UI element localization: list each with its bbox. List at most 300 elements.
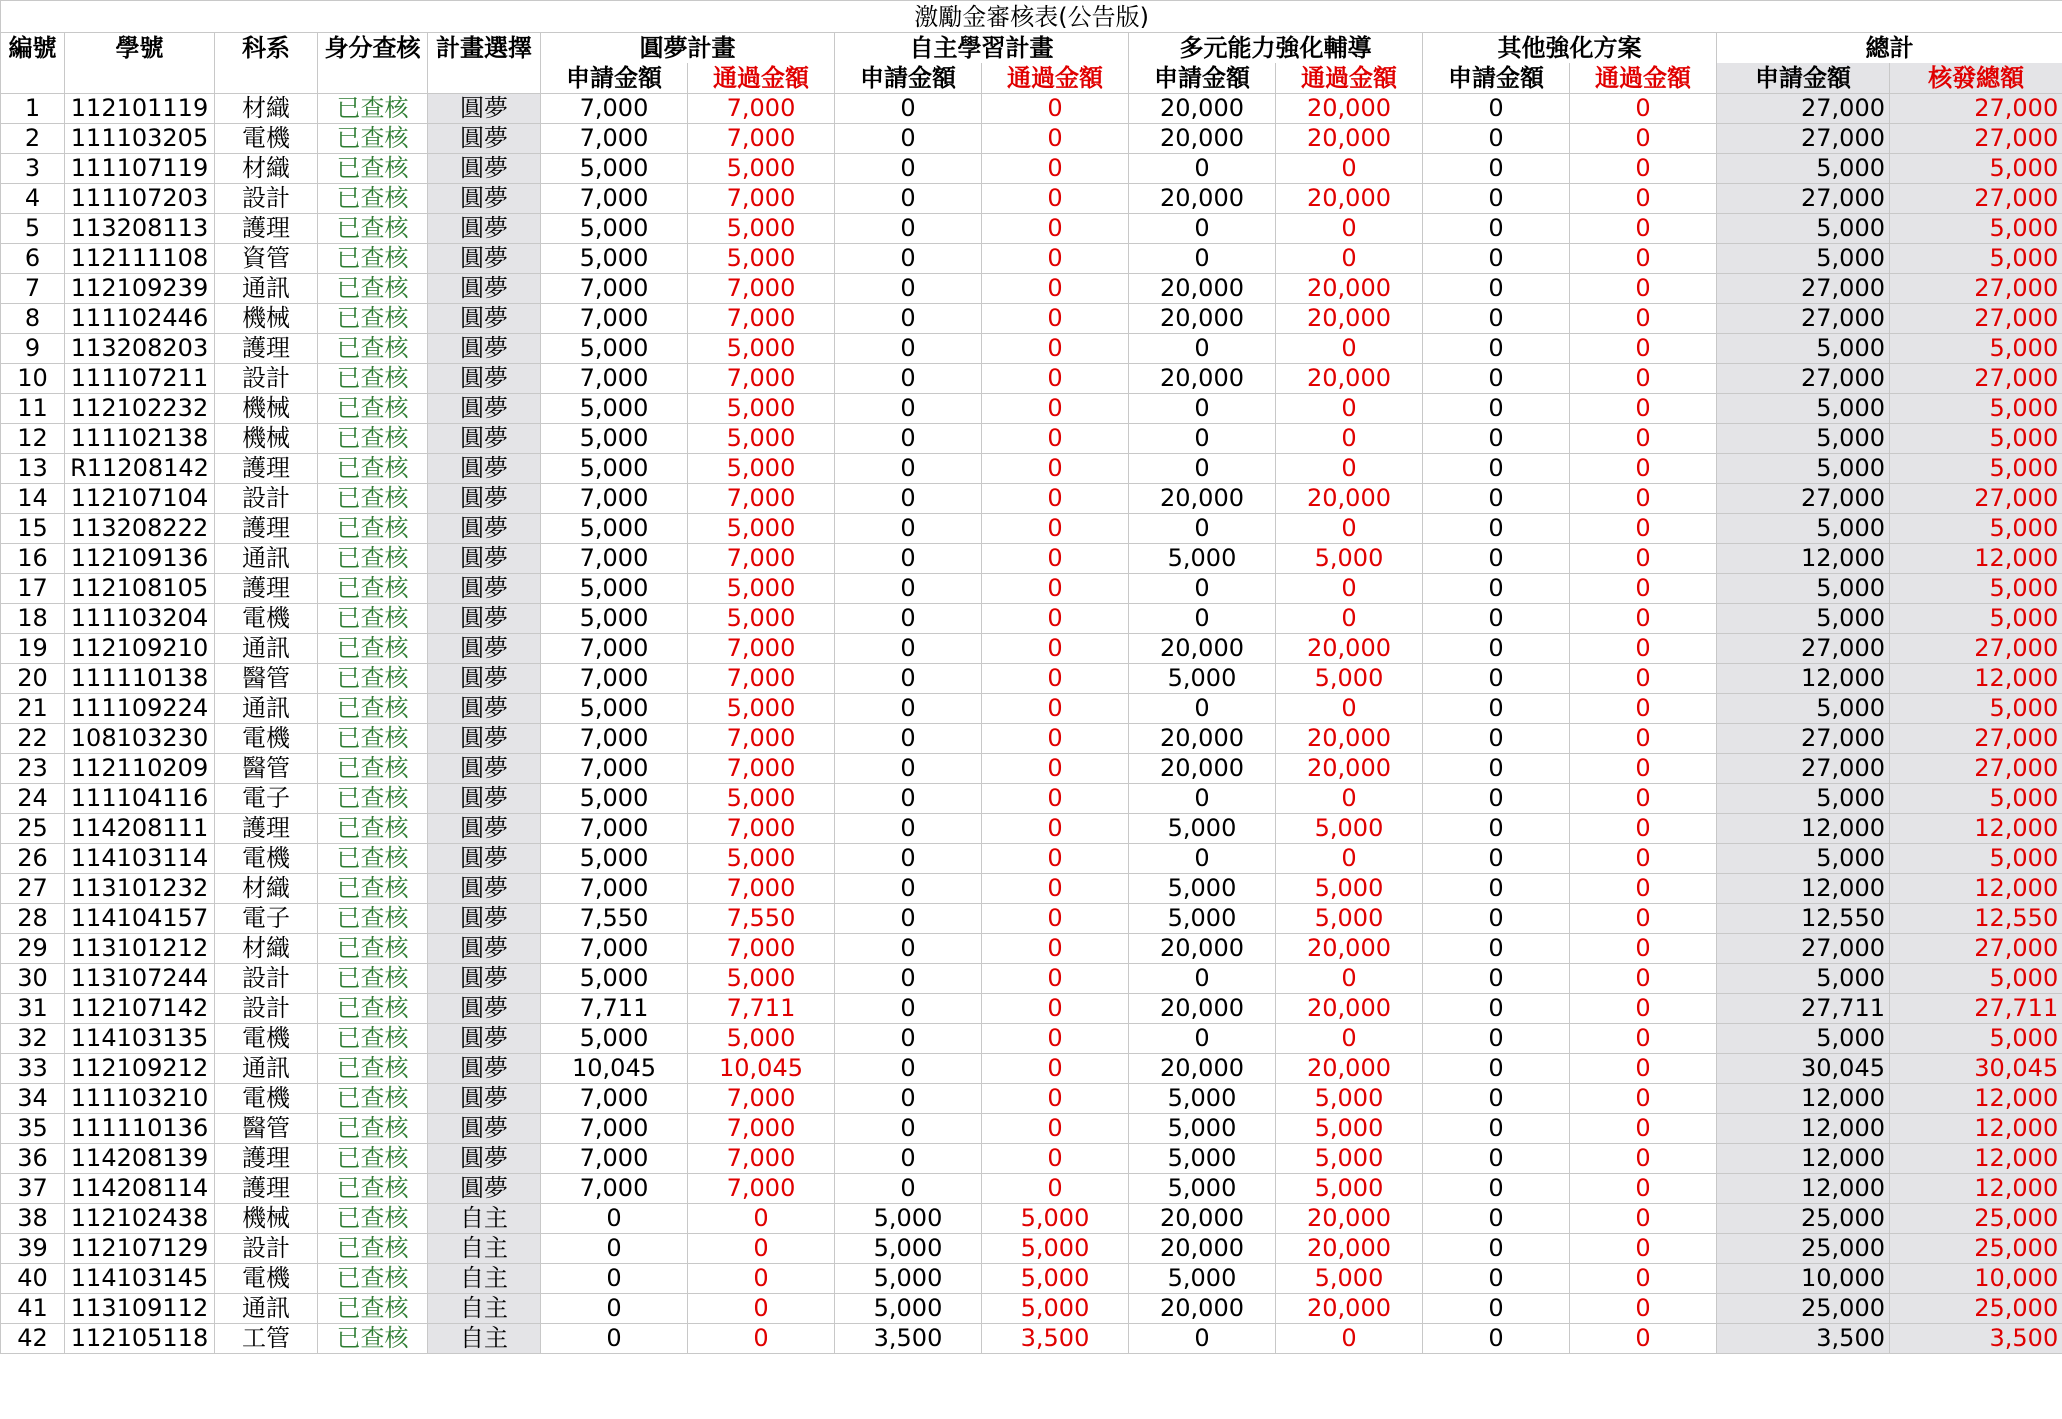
cell-dream-approved: 7,000	[688, 1174, 835, 1204]
cell-other-apply: 0	[1423, 364, 1570, 394]
cell-self-approved: 0	[982, 244, 1129, 274]
cell-self-apply: 0	[835, 304, 982, 334]
cell-total-issued: 10,000	[1890, 1264, 2062, 1294]
cell-total-issued: 5,000	[1890, 844, 2062, 874]
table-row	[1, 304, 2062, 334]
cell-self-apply: 3,500	[835, 1324, 982, 1354]
cell-dream-apply: 5,000	[541, 244, 688, 274]
cell-multi-approved: 20,000	[1276, 364, 1423, 394]
cell-dream-apply: 7,000	[541, 274, 688, 304]
cell-identity-check: 已查核	[318, 784, 428, 814]
cell-self-approved: 0	[982, 904, 1129, 934]
cell-other-approved: 0	[1570, 514, 1717, 544]
cell-plan-choice: 圓夢	[428, 904, 541, 934]
cell-plan-choice: 圓夢	[428, 964, 541, 994]
cell-plan-choice: 圓夢	[428, 334, 541, 364]
cell-multi-approved: 20,000	[1276, 634, 1423, 664]
table-row	[1, 1324, 2062, 1354]
cell-identity-check: 已查核	[318, 244, 428, 274]
cell-dream-apply: 7,000	[541, 544, 688, 574]
cell-dream-apply: 0	[541, 1204, 688, 1234]
cell-no: 24	[1, 784, 65, 814]
cell-student-id: 111103210	[65, 1084, 215, 1114]
cell-other-apply: 0	[1423, 334, 1570, 364]
cell-total-issued: 27,711	[1890, 994, 2062, 1024]
cell-student-id: 112108105	[65, 574, 215, 604]
cell-plan-choice: 圓夢	[428, 214, 541, 244]
cell-other-approved: 0	[1570, 994, 1717, 1024]
cell-identity-check: 已查核	[318, 964, 428, 994]
cell-multi-apply: 0	[1129, 454, 1276, 484]
cell-total-issued: 12,000	[1890, 544, 2062, 574]
table-row	[1, 904, 2062, 934]
cell-other-approved: 0	[1570, 274, 1717, 304]
cell-dream-apply: 7,000	[541, 484, 688, 514]
cell-dream-approved: 0	[688, 1204, 835, 1234]
cell-self-approved: 0	[982, 604, 1129, 634]
cell-self-approved: 0	[982, 334, 1129, 364]
cell-dept: 電子	[215, 784, 318, 814]
cell-other-apply: 0	[1423, 694, 1570, 724]
cell-dream-approved: 5,000	[688, 424, 835, 454]
cell-multi-approved: 5,000	[1276, 1084, 1423, 1114]
cell-dept: 通訊	[215, 694, 318, 724]
cell-multi-apply: 0	[1129, 154, 1276, 184]
cell-self-approved: 0	[982, 784, 1129, 814]
cell-student-id: 111102138	[65, 424, 215, 454]
cell-dream-approved: 7,711	[688, 994, 835, 1024]
cell-no: 32	[1, 1024, 65, 1054]
cell-dream-approved: 7,000	[688, 1144, 835, 1174]
cell-multi-approved: 20,000	[1276, 934, 1423, 964]
cell-dept: 通訊	[215, 1054, 318, 1084]
cell-multi-approved: 20,000	[1276, 274, 1423, 304]
header-approved-amount: 通過金額	[1570, 63, 1717, 94]
cell-plan-choice: 圓夢	[428, 274, 541, 304]
cell-student-id: 112109212	[65, 1054, 215, 1084]
cell-student-id: 112109210	[65, 634, 215, 664]
cell-no: 10	[1, 364, 65, 394]
cell-total-issued: 27,000	[1890, 934, 2062, 964]
cell-identity-check: 已查核	[318, 844, 428, 874]
cell-dream-apply: 7,000	[541, 1084, 688, 1114]
cell-student-id: 114103145	[65, 1264, 215, 1294]
cell-dream-approved: 7,000	[688, 934, 835, 964]
cell-multi-approved: 20,000	[1276, 184, 1423, 214]
cell-self-approved: 0	[982, 964, 1129, 994]
cell-dream-apply: 0	[541, 1294, 688, 1324]
table-row	[1, 784, 2062, 814]
cell-self-apply: 0	[835, 844, 982, 874]
cell-dream-apply: 7,000	[541, 814, 688, 844]
table-row	[1, 544, 2062, 574]
cell-multi-approved: 5,000	[1276, 1114, 1423, 1144]
cell-plan-choice: 圓夢	[428, 394, 541, 424]
cell-self-apply: 5,000	[835, 1204, 982, 1234]
table-row	[1, 934, 2062, 964]
cell-student-id: 111104116	[65, 784, 215, 814]
cell-other-approved: 0	[1570, 394, 1717, 424]
cell-self-apply: 0	[835, 244, 982, 274]
table-row	[1, 664, 2062, 694]
cell-multi-approved: 5,000	[1276, 904, 1423, 934]
cell-identity-check: 已查核	[318, 1204, 428, 1234]
cell-other-apply: 0	[1423, 874, 1570, 904]
table-row	[1, 874, 2062, 904]
cell-other-apply: 0	[1423, 784, 1570, 814]
cell-total-issued: 5,000	[1890, 424, 2062, 454]
cell-multi-approved: 20,000	[1276, 304, 1423, 334]
cell-dream-approved: 5,000	[688, 694, 835, 724]
cell-identity-check: 已查核	[318, 754, 428, 784]
cell-identity-check: 已查核	[318, 934, 428, 964]
cell-identity-check: 已查核	[318, 454, 428, 484]
cell-self-apply: 0	[835, 454, 982, 484]
cell-self-apply: 5,000	[835, 1294, 982, 1324]
cell-student-id: 111109224	[65, 694, 215, 724]
cell-student-id: 112102232	[65, 394, 215, 424]
cell-multi-approved: 0	[1276, 394, 1423, 424]
cell-multi-approved: 5,000	[1276, 1264, 1423, 1294]
header-approved-amount: 通過金額	[982, 63, 1129, 94]
cell-identity-check: 已查核	[318, 634, 428, 664]
cell-self-apply: 0	[835, 634, 982, 664]
cell-other-approved: 0	[1570, 874, 1717, 904]
cell-total-apply: 5,000	[1717, 574, 1890, 604]
cell-other-approved: 0	[1570, 604, 1717, 634]
cell-no: 3	[1, 154, 65, 184]
cell-multi-apply: 20,000	[1129, 994, 1276, 1024]
cell-self-apply: 0	[835, 874, 982, 904]
cell-total-issued: 27,000	[1890, 724, 2062, 754]
cell-identity-check: 已查核	[318, 334, 428, 364]
cell-total-issued: 12,000	[1890, 664, 2062, 694]
cell-multi-apply: 5,000	[1129, 1084, 1276, 1114]
cell-no: 8	[1, 304, 65, 334]
cell-multi-apply: 20,000	[1129, 1234, 1276, 1264]
cell-identity-check: 已查核	[318, 484, 428, 514]
cell-dream-apply: 5,000	[541, 964, 688, 994]
cell-identity-check: 已查核	[318, 814, 428, 844]
cell-dept: 醫管	[215, 664, 318, 694]
cell-total-issued: 25,000	[1890, 1234, 2062, 1264]
cell-dept: 護理	[215, 814, 318, 844]
cell-multi-apply: 0	[1129, 214, 1276, 244]
cell-total-issued: 3,500	[1890, 1324, 2062, 1354]
cell-student-id: 111110136	[65, 1114, 215, 1144]
cell-student-id: 112107142	[65, 994, 215, 1024]
cell-total-issued: 5,000	[1890, 694, 2062, 724]
cell-identity-check: 已查核	[318, 184, 428, 214]
cell-self-approved: 0	[982, 694, 1129, 724]
table-row	[1, 184, 2062, 214]
cell-self-approved: 5,000	[982, 1294, 1129, 1324]
cell-self-apply: 0	[835, 1024, 982, 1054]
cell-plan-choice: 圓夢	[428, 454, 541, 484]
cell-multi-apply: 0	[1129, 334, 1276, 364]
cell-identity-check: 已查核	[318, 424, 428, 454]
table-row	[1, 634, 2062, 664]
cell-student-id: 112109239	[65, 274, 215, 304]
cell-self-apply: 0	[835, 694, 982, 724]
header-blank	[65, 63, 215, 94]
cell-self-approved: 0	[982, 934, 1129, 964]
cell-multi-apply: 0	[1129, 694, 1276, 724]
cell-other-approved: 0	[1570, 664, 1717, 694]
cell-multi-approved: 5,000	[1276, 1144, 1423, 1174]
cell-student-id: 113208222	[65, 514, 215, 544]
cell-self-approved: 0	[982, 994, 1129, 1024]
cell-total-issued: 5,000	[1890, 244, 2062, 274]
cell-self-approved: 0	[982, 154, 1129, 184]
cell-no: 13	[1, 454, 65, 484]
cell-total-apply: 27,000	[1717, 94, 1890, 124]
table-row	[1, 574, 2062, 604]
cell-dream-apply: 7,000	[541, 664, 688, 694]
cell-self-apply: 0	[835, 154, 982, 184]
cell-total-issued: 12,550	[1890, 904, 2062, 934]
cell-multi-approved: 5,000	[1276, 814, 1423, 844]
cell-self-apply: 0	[835, 934, 982, 964]
cell-identity-check: 已查核	[318, 664, 428, 694]
cell-other-apply: 0	[1423, 994, 1570, 1024]
cell-self-approved: 0	[982, 724, 1129, 754]
cell-dream-approved: 7,000	[688, 94, 835, 124]
table-row	[1, 394, 2062, 424]
cell-other-apply: 0	[1423, 1144, 1570, 1174]
cell-multi-apply: 5,000	[1129, 1174, 1276, 1204]
cell-dept: 護理	[215, 514, 318, 544]
cell-dream-apply: 7,000	[541, 934, 688, 964]
header-blank	[318, 63, 428, 94]
cell-other-approved: 0	[1570, 364, 1717, 394]
cell-multi-apply: 20,000	[1129, 94, 1276, 124]
cell-no: 14	[1, 484, 65, 514]
cell-plan-choice: 圓夢	[428, 994, 541, 1024]
cell-multi-approved: 5,000	[1276, 664, 1423, 694]
cell-dept: 通訊	[215, 544, 318, 574]
cell-dream-approved: 7,000	[688, 664, 835, 694]
table-row	[1, 1174, 2062, 1204]
cell-dept: 護理	[215, 1174, 318, 1204]
cell-self-apply: 0	[835, 784, 982, 814]
cell-plan-choice: 圓夢	[428, 364, 541, 394]
cell-other-approved: 0	[1570, 964, 1717, 994]
cell-total-apply: 5,000	[1717, 424, 1890, 454]
cell-self-approved: 0	[982, 1174, 1129, 1204]
cell-dept: 機械	[215, 304, 318, 334]
cell-other-apply: 0	[1423, 214, 1570, 244]
cell-dept: 設計	[215, 994, 318, 1024]
cell-identity-check: 已查核	[318, 1324, 428, 1354]
cell-self-approved: 0	[982, 664, 1129, 694]
cell-other-apply: 0	[1423, 184, 1570, 214]
cell-other-apply: 0	[1423, 964, 1570, 994]
cell-multi-approved: 0	[1276, 334, 1423, 364]
cell-dream-approved: 5,000	[688, 514, 835, 544]
cell-multi-apply: 20,000	[1129, 724, 1276, 754]
cell-self-apply: 0	[835, 274, 982, 304]
cell-multi-apply: 5,000	[1129, 904, 1276, 934]
table-row	[1, 604, 2062, 634]
cell-identity-check: 已查核	[318, 604, 428, 634]
cell-self-approved: 5,000	[982, 1204, 1129, 1234]
header-apply-amount: 申請金額	[1129, 63, 1276, 94]
cell-total-apply: 12,000	[1717, 1174, 1890, 1204]
cell-total-issued: 27,000	[1890, 754, 2062, 784]
cell-identity-check: 已查核	[318, 874, 428, 904]
cell-self-approved: 0	[982, 304, 1129, 334]
table-row	[1, 724, 2062, 754]
cell-identity-check: 已查核	[318, 904, 428, 934]
cell-dream-apply: 0	[541, 1324, 688, 1354]
cell-self-approved: 0	[982, 844, 1129, 874]
header-plan-choice: 計畫選擇	[428, 33, 541, 64]
cell-dream-approved: 5,000	[688, 964, 835, 994]
cell-no: 21	[1, 694, 65, 724]
cell-dream-apply: 7,000	[541, 754, 688, 784]
cell-multi-apply: 20,000	[1129, 484, 1276, 514]
cell-other-apply: 0	[1423, 1264, 1570, 1294]
cell-other-approved: 0	[1570, 244, 1717, 274]
cell-dream-approved: 5,000	[688, 784, 835, 814]
cell-dream-apply: 5,000	[541, 694, 688, 724]
cell-other-approved: 0	[1570, 124, 1717, 154]
cell-no: 25	[1, 814, 65, 844]
cell-plan-choice: 圓夢	[428, 1084, 541, 1114]
cell-other-apply: 0	[1423, 754, 1570, 784]
cell-dept: 護理	[215, 574, 318, 604]
header-group-other: 其他強化方案	[1423, 33, 1717, 64]
cell-dream-apply: 5,000	[541, 214, 688, 244]
cell-no: 28	[1, 904, 65, 934]
cell-student-id: 114208114	[65, 1174, 215, 1204]
cell-other-approved: 0	[1570, 1294, 1717, 1324]
cell-dream-apply: 10,045	[541, 1054, 688, 1084]
cell-multi-apply: 5,000	[1129, 814, 1276, 844]
cell-multi-apply: 20,000	[1129, 934, 1276, 964]
cell-identity-check: 已查核	[318, 1144, 428, 1174]
header-apply-amount: 申請金額	[541, 63, 688, 94]
cell-identity-check: 已查核	[318, 694, 428, 724]
cell-other-apply: 0	[1423, 604, 1570, 634]
cell-dream-apply: 7,000	[541, 184, 688, 214]
cell-dream-apply: 7,000	[541, 1144, 688, 1174]
cell-other-apply: 0	[1423, 1174, 1570, 1204]
cell-other-approved: 0	[1570, 844, 1717, 874]
cell-multi-apply: 0	[1129, 424, 1276, 454]
cell-dream-approved: 7,000	[688, 724, 835, 754]
cell-dream-apply: 5,000	[541, 394, 688, 424]
cell-self-approved: 0	[982, 814, 1129, 844]
cell-other-apply: 0	[1423, 454, 1570, 484]
cell-other-apply: 0	[1423, 124, 1570, 154]
cell-self-apply: 5,000	[835, 1264, 982, 1294]
cell-dream-approved: 7,550	[688, 904, 835, 934]
cell-multi-approved: 20,000	[1276, 1204, 1423, 1234]
cell-total-issued: 27,000	[1890, 124, 2062, 154]
cell-multi-apply: 0	[1129, 1324, 1276, 1354]
cell-total-issued: 27,000	[1890, 304, 2062, 334]
table-row	[1, 514, 2062, 544]
cell-identity-check: 已查核	[318, 304, 428, 334]
cell-dept: 材織	[215, 874, 318, 904]
cell-other-apply: 0	[1423, 1234, 1570, 1264]
cell-multi-approved: 20,000	[1276, 754, 1423, 784]
cell-total-apply: 5,000	[1717, 334, 1890, 364]
cell-total-issued: 12,000	[1890, 1144, 2062, 1174]
cell-no: 34	[1, 1084, 65, 1114]
cell-student-id: 112109136	[65, 544, 215, 574]
cell-other-approved: 0	[1570, 1144, 1717, 1174]
cell-identity-check: 已查核	[318, 1054, 428, 1084]
cell-multi-approved: 20,000	[1276, 1234, 1423, 1264]
header-blank	[215, 63, 318, 94]
cell-no: 40	[1, 1264, 65, 1294]
cell-dept: 材織	[215, 94, 318, 124]
cell-dream-apply: 0	[541, 1234, 688, 1264]
cell-dream-approved: 7,000	[688, 364, 835, 394]
cell-dept: 通訊	[215, 634, 318, 664]
cell-total-apply: 27,000	[1717, 934, 1890, 964]
cell-total-issued: 12,000	[1890, 1174, 2062, 1204]
cell-other-approved: 0	[1570, 1324, 1717, 1354]
cell-no: 23	[1, 754, 65, 784]
cell-identity-check: 已查核	[318, 1294, 428, 1324]
cell-self-apply: 0	[835, 364, 982, 394]
cell-multi-approved: 0	[1276, 964, 1423, 994]
cell-total-issued: 27,000	[1890, 274, 2062, 304]
cell-dept: 工管	[215, 1324, 318, 1354]
header-blank	[428, 63, 541, 94]
cell-total-apply: 5,000	[1717, 454, 1890, 484]
cell-multi-apply: 0	[1129, 244, 1276, 274]
cell-dream-apply: 5,000	[541, 514, 688, 544]
cell-dream-apply: 5,000	[541, 154, 688, 184]
table-row	[1, 424, 2062, 454]
cell-other-apply: 0	[1423, 514, 1570, 544]
cell-total-apply: 27,000	[1717, 124, 1890, 154]
header-identity-check: 身分查核	[318, 33, 428, 64]
cell-multi-apply: 0	[1129, 514, 1276, 544]
cell-dream-approved: 5,000	[688, 154, 835, 184]
cell-student-id: 112105118	[65, 1324, 215, 1354]
cell-self-apply: 0	[835, 544, 982, 574]
cell-identity-check: 已查核	[318, 724, 428, 754]
cell-no: 19	[1, 634, 65, 664]
cell-dept: 護理	[215, 454, 318, 484]
cell-identity-check: 已查核	[318, 1084, 428, 1114]
cell-other-apply: 0	[1423, 844, 1570, 874]
cell-identity-check: 已查核	[318, 1174, 428, 1204]
cell-student-id: 113101212	[65, 934, 215, 964]
cell-other-approved: 0	[1570, 694, 1717, 724]
cell-dream-apply: 5,000	[541, 574, 688, 604]
cell-self-approved: 3,500	[982, 1324, 1129, 1354]
cell-total-apply: 5,000	[1717, 514, 1890, 544]
cell-dream-apply: 7,000	[541, 724, 688, 754]
cell-student-id: 112110209	[65, 754, 215, 784]
cell-dept: 材織	[215, 934, 318, 964]
cell-other-approved: 0	[1570, 754, 1717, 784]
cell-identity-check: 已查核	[318, 124, 428, 154]
cell-plan-choice: 圓夢	[428, 424, 541, 454]
cell-dept: 電機	[215, 1084, 318, 1114]
cell-multi-approved: 20,000	[1276, 1054, 1423, 1084]
table-row	[1, 1114, 2062, 1144]
cell-dream-approved: 7,000	[688, 1114, 835, 1144]
cell-identity-check: 已查核	[318, 214, 428, 244]
